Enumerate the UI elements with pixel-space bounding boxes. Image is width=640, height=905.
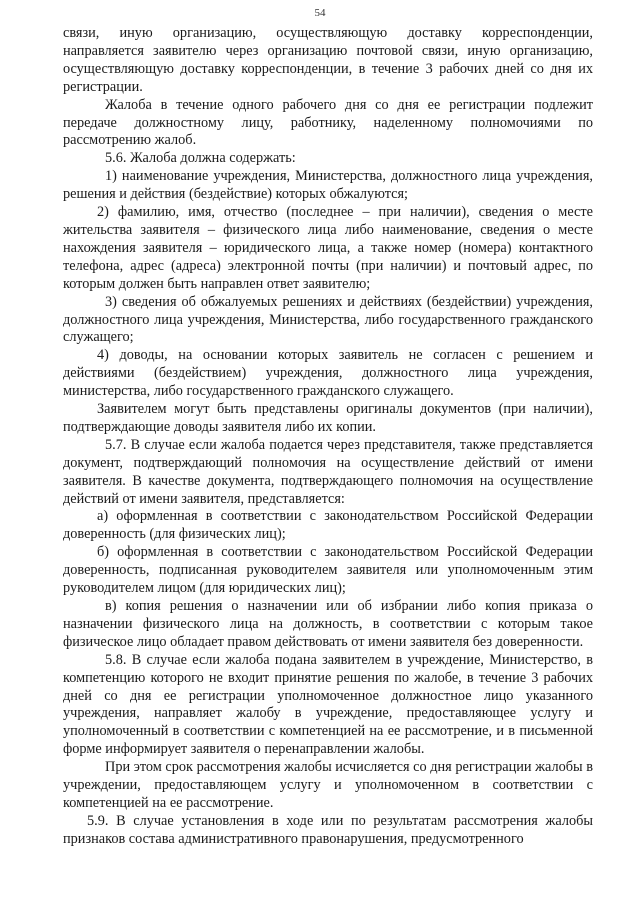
document-body (63, 25, 593, 849)
list-item-5-6-4: 4) доводы, на основании которых заявитель не согласен с решением и действиями (бездействием) учреждения, должностного лица учреждения, министерства, либо государственного гражданского служащего. (63, 347, 593, 400)
list-item-5-6-3: 3) сведения об обжалуемых решениях и действиях (бездействии) учреждения, должностного лица учреждения, Министерства, либо государственного гражданского служащего; (63, 293, 593, 346)
list-item-5-6-2: 2) фамилию, имя, отчество (последнее – при наличии), сведения о месте жительства заявителя – физического лица либо наименование, сведения о месте нахождения заявителя – юридического лица, а также номер (номера) контактного телефона, адрес (адреса) электронной почты (при наличии) и почтовый адрес, по которым должен быть направлен ответ заявителю; (63, 204, 593, 292)
paragraph-5-6-heading: 5.6. Жалоба должна содержать: (105, 150, 296, 167)
paragraph-continuation: связи, иную организацию, осуществляющую доставку корреспонденции, направляется заявителю через организацию почтовой связи, иную организацию, осуществляющую доставку корреспонденции, в течение 3 рабочих дней со дня их регистрации. (63, 25, 593, 95)
paragraph-5-9: 5.9. В случае установления в ходе или по результатам рассмотрения жалобы признаков состава административного правонарушения, предусмотренного (63, 812, 593, 847)
paragraph-5-8: 5.8. В случае если жалоба подана заявителем в учреждение, Министерство, в компетенцию которого не входит принятие решения по жалобе, в течение 3 рабочих дней со дня ее регистрации уполномоченное должностное лицо указанного учреждения, направляет жалобу в учреждение, предоставляющее услугу и уполномоченный в соответствии с компетенцией на ее рассмотрение, и в письменной форме информирует заявителя о перенаправлении жалобы. (63, 651, 593, 758)
paragraph-review-period: При этом срок рассмотрения жалобы исчисляется со дня регистрации жалобы в учреждении, предоставляющем услугу и уполномоченном в соответствии с компетенцией на ее рассмотрение. (63, 759, 593, 811)
paragraph-originals: Заявителем могут быть представлены оригиналы документов (при наличии), подтверждающие доводы заявителя либо их копии. (63, 401, 593, 435)
paragraph-5-7: 5.7. В случае если жалоба подается через представителя, также представляется документ, подтверждающий полномочия на осуществление действий от имени заявителя. В качестве документа, подтверждающего полномочия на осуществление действий от имени заявителя, представляется: (63, 436, 593, 507)
list-item-5-7-a: а) оформленная в соответствии с законодательством Российской Федерации доверенность (для физических лиц); (63, 508, 593, 543)
list-item-5-7-b: б) оформленная в соответствии с законодательством Российской Федерации доверенность, подписанная руководителем заявителя или уполномоченным этим руководителем лицом (для юридических лиц); (63, 544, 593, 597)
page-number: 54 (314, 7, 326, 19)
paragraph-complaint-transfer: Жалоба в течение одного рабочего дня со дня ее регистрации подлежит передаче должностному лицу, работнику, наделенному полномочиями по рассмотрению жалоб. (63, 96, 593, 149)
list-item-5-6-1: 1) наименование учреждения, Министерства, должностного лица учреждения, решения и действия (бездействие) которых обжалуются; (63, 168, 593, 203)
list-item-5-7-v: в) копия решения о назначении или об избрании либо копия приказа о назначении физического лица на должность, в соответствии с которым такое физическое лицо обладает правом действовать от имени заявителя без доверенности. (63, 598, 593, 650)
